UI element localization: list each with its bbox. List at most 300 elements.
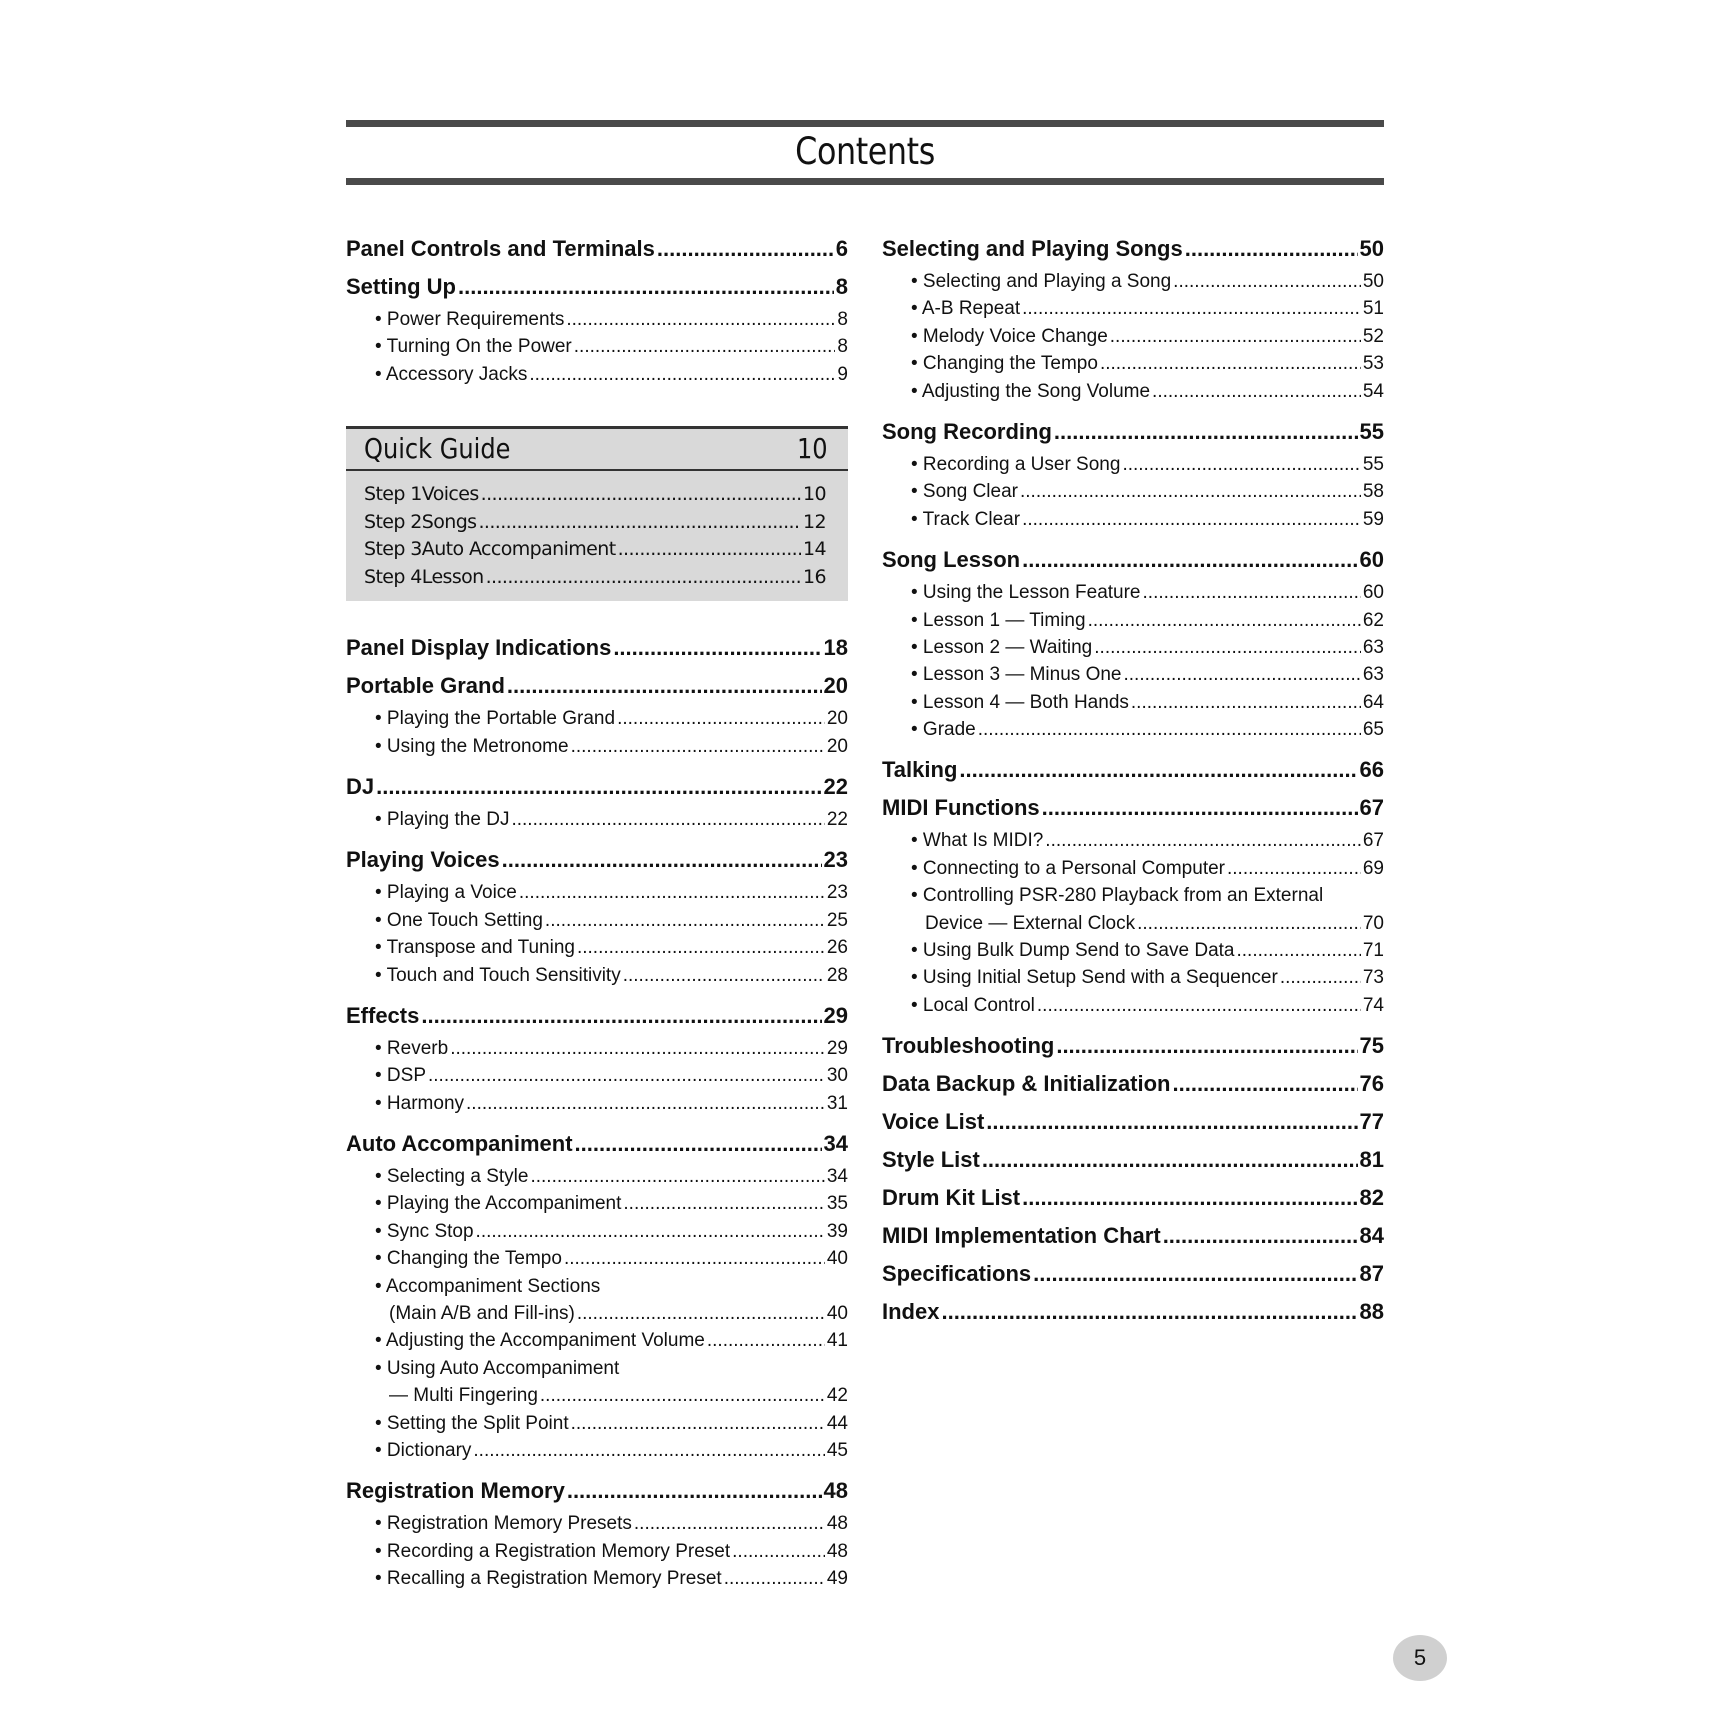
toc-section [882,1179,1384,1217]
quick-guide-spacer [346,601,848,629]
toc-page-number: 28 [826,964,848,986]
step-number: Step 2 [364,510,422,533]
dot-leader [959,751,1357,789]
toc-page-number: 29 [826,1037,848,1059]
toc-page-number: 88 [1359,1299,1384,1325]
dot-leader [476,1218,825,1245]
toc-section-heading[interactable] [346,230,848,268]
toc-entry[interactable] [882,323,1384,350]
toc-label: • Using the Metronome [375,735,569,757]
toc-label: • Dictionary [375,1439,472,1461]
toc-section [882,1103,1384,1141]
dot-leader [978,716,1361,743]
title-underline-rule [346,178,1384,185]
toc-section-heading[interactable] [882,1217,1384,1255]
section-gap [346,1117,848,1125]
dot-leader [1054,413,1358,451]
dot-leader [577,1300,825,1327]
section-gap [882,1019,1384,1027]
toc-page-number: 8 [837,309,848,330]
toc-page-number: 20 [826,735,848,757]
toc-label: Effects [346,1002,420,1028]
dot-leader [1045,827,1361,854]
dot-leader [613,629,821,667]
toc-page-number: 55 [1359,418,1384,444]
toc-label: • Changing the Tempo [375,1248,562,1270]
toc-page-number: 58 [1362,481,1384,503]
toc-entry[interactable] [882,506,1384,533]
dot-leader [1020,478,1361,505]
toc-page-number: 50 [1362,271,1384,292]
toc-label: • What Is MIDI? [911,830,1044,852]
toc-section [346,768,848,841]
toc-entry[interactable] [346,1300,848,1327]
toc-entry[interactable] [346,306,848,333]
toc-label: • Lesson 2 — Waiting [911,636,1093,658]
toc-label: Registration Memory [346,1478,565,1504]
dot-leader [941,1293,1357,1331]
dot-leader [1137,910,1361,937]
toc-section [882,751,1384,789]
dot-leader [623,962,825,989]
toc-page-number: 8 [837,336,848,358]
contents-left-column [346,230,848,1601]
dot-leader [571,1410,825,1437]
toc-page-number: 40 [826,1303,848,1325]
toc-page-number: 29 [823,1002,848,1028]
toc-label: Portable Grand [346,673,505,699]
toc-page-number: 60 [1359,547,1384,573]
dot-leader [575,1125,822,1163]
toc-section [882,230,1384,413]
quick-guide-step[interactable] [364,509,826,537]
toc-section [882,1027,1384,1065]
toc-section-heading[interactable] [882,751,1384,789]
toc-entry[interactable] [882,350,1384,377]
dot-leader [1033,1255,1357,1293]
dot-leader [466,1090,825,1117]
toc-page-number: 22 [823,773,848,799]
toc-section-heading[interactable] [882,1103,1384,1141]
dot-leader [507,667,822,705]
toc-entry[interactable] [346,1190,848,1217]
toc-entry[interactable] [346,1163,848,1190]
toc-page-number: 62 [1362,609,1384,631]
toc-label: • Local Control [911,994,1035,1016]
toc-label: • Reverb [375,1037,449,1059]
dot-leader [986,1103,1357,1141]
toc-label: • Turning On the Power [375,336,572,358]
dot-leader [1173,268,1361,295]
toc-label: Index [882,1299,940,1325]
toc-label: • Accessory Jacks [375,363,528,385]
step-number: Step 3 [364,538,422,561]
dot-leader [566,306,835,333]
toc-page-number: 77 [1359,1109,1384,1135]
toc-entry[interactable] [346,1218,848,1245]
toc-label: Panel Controls and Terminals [346,236,655,261]
toc-label: • Recording a User Song [911,453,1121,475]
toc-label: • Track Clear [911,508,1021,530]
toc-section-heading[interactable] [882,413,1384,451]
toc-entry[interactable] [882,716,1384,743]
toc-entry[interactable] [346,879,848,906]
step-page-number: 16 [803,565,826,588]
toc-entry[interactable] [346,1062,848,1089]
dot-leader [617,705,825,732]
dot-leader [577,934,825,961]
toc-page-number: 63 [1362,636,1384,658]
toc-section [346,629,848,667]
dot-leader [1022,1179,1357,1217]
toc-entry[interactable] [882,661,1384,688]
toc-page-number: 59 [1362,508,1384,530]
toc-label: • Connecting to a Personal Computer [911,857,1225,879]
toc-page-number: 44 [826,1412,848,1434]
toc-page-number: 20 [826,708,848,730]
dot-leader [1056,1027,1357,1065]
toc-page-number: 25 [826,909,848,931]
quick-guide-title: Quick Guide [364,432,511,466]
toc-page-number: 51 [1362,298,1384,320]
toc-section [346,841,848,997]
toc-section [882,1141,1384,1179]
dot-leader [529,361,835,388]
dot-leader [428,1062,825,1089]
toc-label: Playing Voices [346,847,500,873]
toc-entry[interactable] [346,806,848,833]
dot-leader [1227,855,1361,882]
toc-page-number: 45 [826,1439,848,1461]
toc-section [346,268,848,396]
toc-entry[interactable] [346,907,848,934]
dot-leader [519,879,825,906]
toc-section-heading[interactable] [882,1027,1384,1065]
toc-page-number: 73 [1362,967,1384,989]
toc-label: • Using Initial Setup Send with a Sequencer [911,967,1278,989]
dot-leader [421,997,821,1035]
dot-leader [450,1035,825,1062]
toc-section-heading[interactable] [882,789,1384,827]
toc-label: Style List [882,1147,980,1173]
toc-label: DJ [346,773,375,799]
dot-leader [1037,992,1361,1019]
dot-leader [1022,506,1361,533]
toc-section [882,541,1384,751]
toc-entry[interactable] [882,689,1384,716]
toc-entry[interactable] [882,478,1384,505]
toc-label: • Recording a Registration Memory Preset [375,1540,731,1562]
toc-section-heading[interactable] [882,230,1384,268]
section-gap [346,1593,848,1601]
dot-leader [486,564,801,592]
toc-entry[interactable] [346,1090,848,1117]
toc-entry[interactable] [882,964,1384,991]
toc-entry[interactable] [882,992,1384,1019]
toc-entry[interactable] [346,1437,848,1464]
dot-leader [574,333,836,360]
toc-label: Specifications [882,1261,1032,1287]
dot-leader [458,268,834,306]
toc-label: Song Recording [882,418,1052,444]
toc-entry-first-line: • Controlling PSR-280 Playback from an External [911,885,1324,907]
toc-page-number: 26 [826,937,848,959]
quick-guide-box [346,426,848,601]
toc-section [882,413,1384,541]
toc-entry[interactable] [882,451,1384,478]
dot-leader [1143,579,1361,606]
toc-page-number: 52 [1362,325,1384,347]
quick-guide-header[interactable] [346,429,848,471]
toc-label: • Lesson 4 — Both Hands [911,691,1129,713]
toc-entry-first-line: • Accompaniment Sections [375,1275,601,1297]
toc-page-number: 23 [826,882,848,904]
dot-leader [481,481,801,509]
toc-entry[interactable] [882,910,1384,937]
quick-guide-step[interactable] [364,481,826,509]
contents-right-column [882,230,1384,1331]
quick-guide-step[interactable] [364,564,826,592]
toc-page-number: 82 [1359,1185,1384,1211]
toc-page-number: 74 [1362,994,1384,1016]
toc-entry[interactable] [346,1327,848,1354]
toc-label: Setting Up [346,274,456,299]
toc-entry[interactable] [882,295,1384,322]
toc-entry[interactable] [882,855,1384,882]
toc-page-number: 64 [1362,691,1384,713]
toc-section-heading[interactable] [346,667,848,705]
toc-label: MIDI Implementation Chart [882,1223,1161,1249]
toc-section [882,1065,1384,1103]
toc-label: Selecting and Playing Songs [882,236,1183,261]
toc-entry[interactable] [882,634,1384,661]
toc-page-number: 48 [823,1478,848,1504]
toc-page-number: 60 [1362,582,1384,604]
section-gap [882,405,1384,413]
dot-leader [1110,323,1361,350]
toc-page-number: 53 [1362,353,1384,375]
dot-leader [1088,607,1361,634]
toc-label: • Song Clear [911,481,1018,503]
toc-entry[interactable] [346,934,848,961]
toc-page-number: 48 [826,1540,848,1562]
toc-section-heading[interactable] [882,1179,1384,1217]
toc-label: • Sync Stop [375,1220,474,1242]
toc-section [346,667,848,768]
dot-leader [530,1163,824,1190]
toc-page-number: 84 [1359,1223,1384,1249]
page-title: Contents [795,130,935,173]
toc-section [346,1472,848,1600]
dot-leader [1152,378,1361,405]
toc-entry[interactable] [346,705,848,732]
toc-label: Panel Display Indications [346,635,612,661]
toc-entry[interactable] [882,607,1384,634]
toc-page-number: 23 [823,847,848,873]
toc-label: • Touch and Touch Sensitivity [375,964,621,986]
toc-label: • Playing the DJ [375,808,510,830]
toc-page-number: 50 [1359,236,1384,261]
toc-entry[interactable] [882,827,1384,854]
toc-page-number: 34 [823,1131,848,1157]
toc-entry[interactable] [346,962,848,989]
toc-page-number: 55 [1362,453,1384,475]
toc-page-number: 22 [826,808,848,830]
dot-leader [564,1245,825,1272]
toc-page-number: 31 [826,1092,848,1114]
toc-entry[interactable] [346,1538,848,1565]
dot-leader [502,841,822,879]
toc-section-heading[interactable] [882,1065,1384,1103]
toc-section-heading[interactable] [346,1472,848,1510]
section-gap [882,533,1384,541]
toc-page-number: 66 [1359,757,1384,783]
step-label: Songs [421,510,477,533]
dot-leader [732,1538,825,1565]
toc-label: Troubleshooting [882,1033,1055,1059]
section-gap [346,1464,848,1472]
section-gap [346,833,848,841]
dot-leader [1280,964,1361,991]
toc-label: • Recalling a Registration Memory Preset [375,1568,722,1590]
toc-page-number: 76 [1359,1071,1384,1097]
toc-label: • Playing a Voice [375,882,517,904]
toc-page-number: 75 [1359,1033,1384,1059]
step-label: Lesson [421,565,484,588]
quick-guide-step[interactable] [364,536,826,564]
dot-leader [1131,689,1361,716]
toc-page-number: 67 [1359,795,1384,821]
dot-leader [567,1472,822,1510]
dot-leader [1042,789,1358,827]
toc-page-number: 63 [1362,664,1384,686]
toc-page-number: 42 [826,1385,848,1407]
toc-label: Device — External Clock [925,912,1136,934]
toc-label: • A-B Repeat [911,298,1021,320]
toc-section-heading[interactable] [346,1125,848,1163]
step-page-number: 14 [803,538,826,561]
toc-page-number: 40 [826,1248,848,1270]
toc-page-number: 8 [835,274,848,299]
dot-leader [1094,634,1361,661]
toc-section [882,789,1384,1027]
toc-section-heading[interactable] [882,1141,1384,1179]
toc-page-number: 87 [1359,1261,1384,1287]
toc-section-heading[interactable] [346,268,848,306]
toc-section [346,230,848,268]
toc-label: • Playing the Portable Grand [375,708,616,730]
toc-label: • Using the Lesson Feature [911,582,1141,604]
toc-page-number: 9 [837,363,848,385]
toc-page-number: 18 [823,635,848,661]
toc-entry[interactable] [882,579,1384,606]
toc-entry[interactable] [346,733,848,760]
toc-entry[interactable] [346,1565,848,1592]
toc-section-heading[interactable] [346,768,848,806]
toc-section [882,1293,1384,1331]
section-gap [346,388,848,396]
toc-label: • Changing the Tempo [911,353,1098,375]
toc-label: • One Touch Setting [375,909,543,931]
dot-leader [724,1565,825,1592]
step-number: Step 4 [364,565,422,588]
dot-leader [623,1190,824,1217]
toc-entry[interactable] [346,333,848,360]
toc-section-heading[interactable] [882,1255,1384,1293]
toc-entry[interactable] [346,1382,848,1409]
dot-leader [1122,451,1360,478]
toc-page-number: 30 [826,1065,848,1087]
toc-page-number: 6 [835,236,848,261]
toc-page-number: 41 [826,1330,848,1352]
toc-section-heading[interactable] [882,541,1384,579]
dot-leader [1185,230,1358,268]
toc-section-heading[interactable] [346,841,848,879]
toc-entry[interactable] [346,361,848,388]
dot-leader [1022,541,1357,579]
toc-section-heading[interactable] [882,1293,1384,1331]
toc-entry[interactable] [346,1035,848,1062]
toc-page-number: 81 [1359,1147,1384,1173]
dot-leader [1173,1065,1358,1103]
toc-page-number: 34 [826,1166,848,1188]
section-gap [346,760,848,768]
toc-label: • Playing the Accompaniment [375,1193,622,1215]
toc-page-number: 70 [1362,912,1384,934]
toc-page-number: 35 [826,1193,848,1215]
dot-leader [540,1382,825,1409]
dot-leader [634,1510,825,1537]
section-gap [346,989,848,997]
dot-leader [1022,295,1361,322]
toc-entry-first-line: • Using Auto Accompaniment [375,1357,620,1379]
toc-label: • Setting the Split Point [375,1412,569,1434]
toc-entry[interactable] [346,1410,848,1437]
toc-page-number: 71 [1362,940,1384,962]
toc-label: Data Backup & Initialization [882,1071,1171,1097]
dot-leader [1236,937,1360,964]
dot-leader [1123,661,1360,688]
toc-label: Drum Kit List [882,1185,1021,1211]
toc-entry[interactable] [882,378,1384,405]
toc-section [346,997,848,1125]
toc-label: Voice List [882,1109,985,1135]
toc-label: (Main A/B and Fill-ins) [389,1303,575,1325]
toc-label: • Adjusting the Song Volume [911,380,1151,402]
toc-entry[interactable] [882,937,1384,964]
quick-guide-steps [346,471,848,591]
toc-section-heading[interactable] [346,997,848,1035]
toc-label: • Selecting a Style [375,1166,529,1188]
toc-label: Talking [882,757,958,783]
toc-label: • Lesson 1 — Timing [911,609,1086,631]
step-page-number: 12 [803,510,826,533]
toc-label: • Power Requirements [375,309,565,330]
toc-entry[interactable] [882,268,1384,295]
toc-label: — Multi Fingering [389,1385,538,1407]
dot-leader [1100,350,1361,377]
section-gap [882,743,1384,751]
toc-entry[interactable] [346,1245,848,1272]
toc-section [882,1255,1384,1293]
toc-label: • Registration Memory Presets [375,1513,632,1535]
toc-label: • Adjusting the Accompaniment Volume [375,1330,705,1352]
dot-leader [473,1437,824,1464]
toc-entry[interactable] [346,1510,848,1537]
toc-section-heading[interactable] [346,629,848,667]
toc-label: • Melody Voice Change [911,325,1108,347]
dot-leader [618,536,801,564]
